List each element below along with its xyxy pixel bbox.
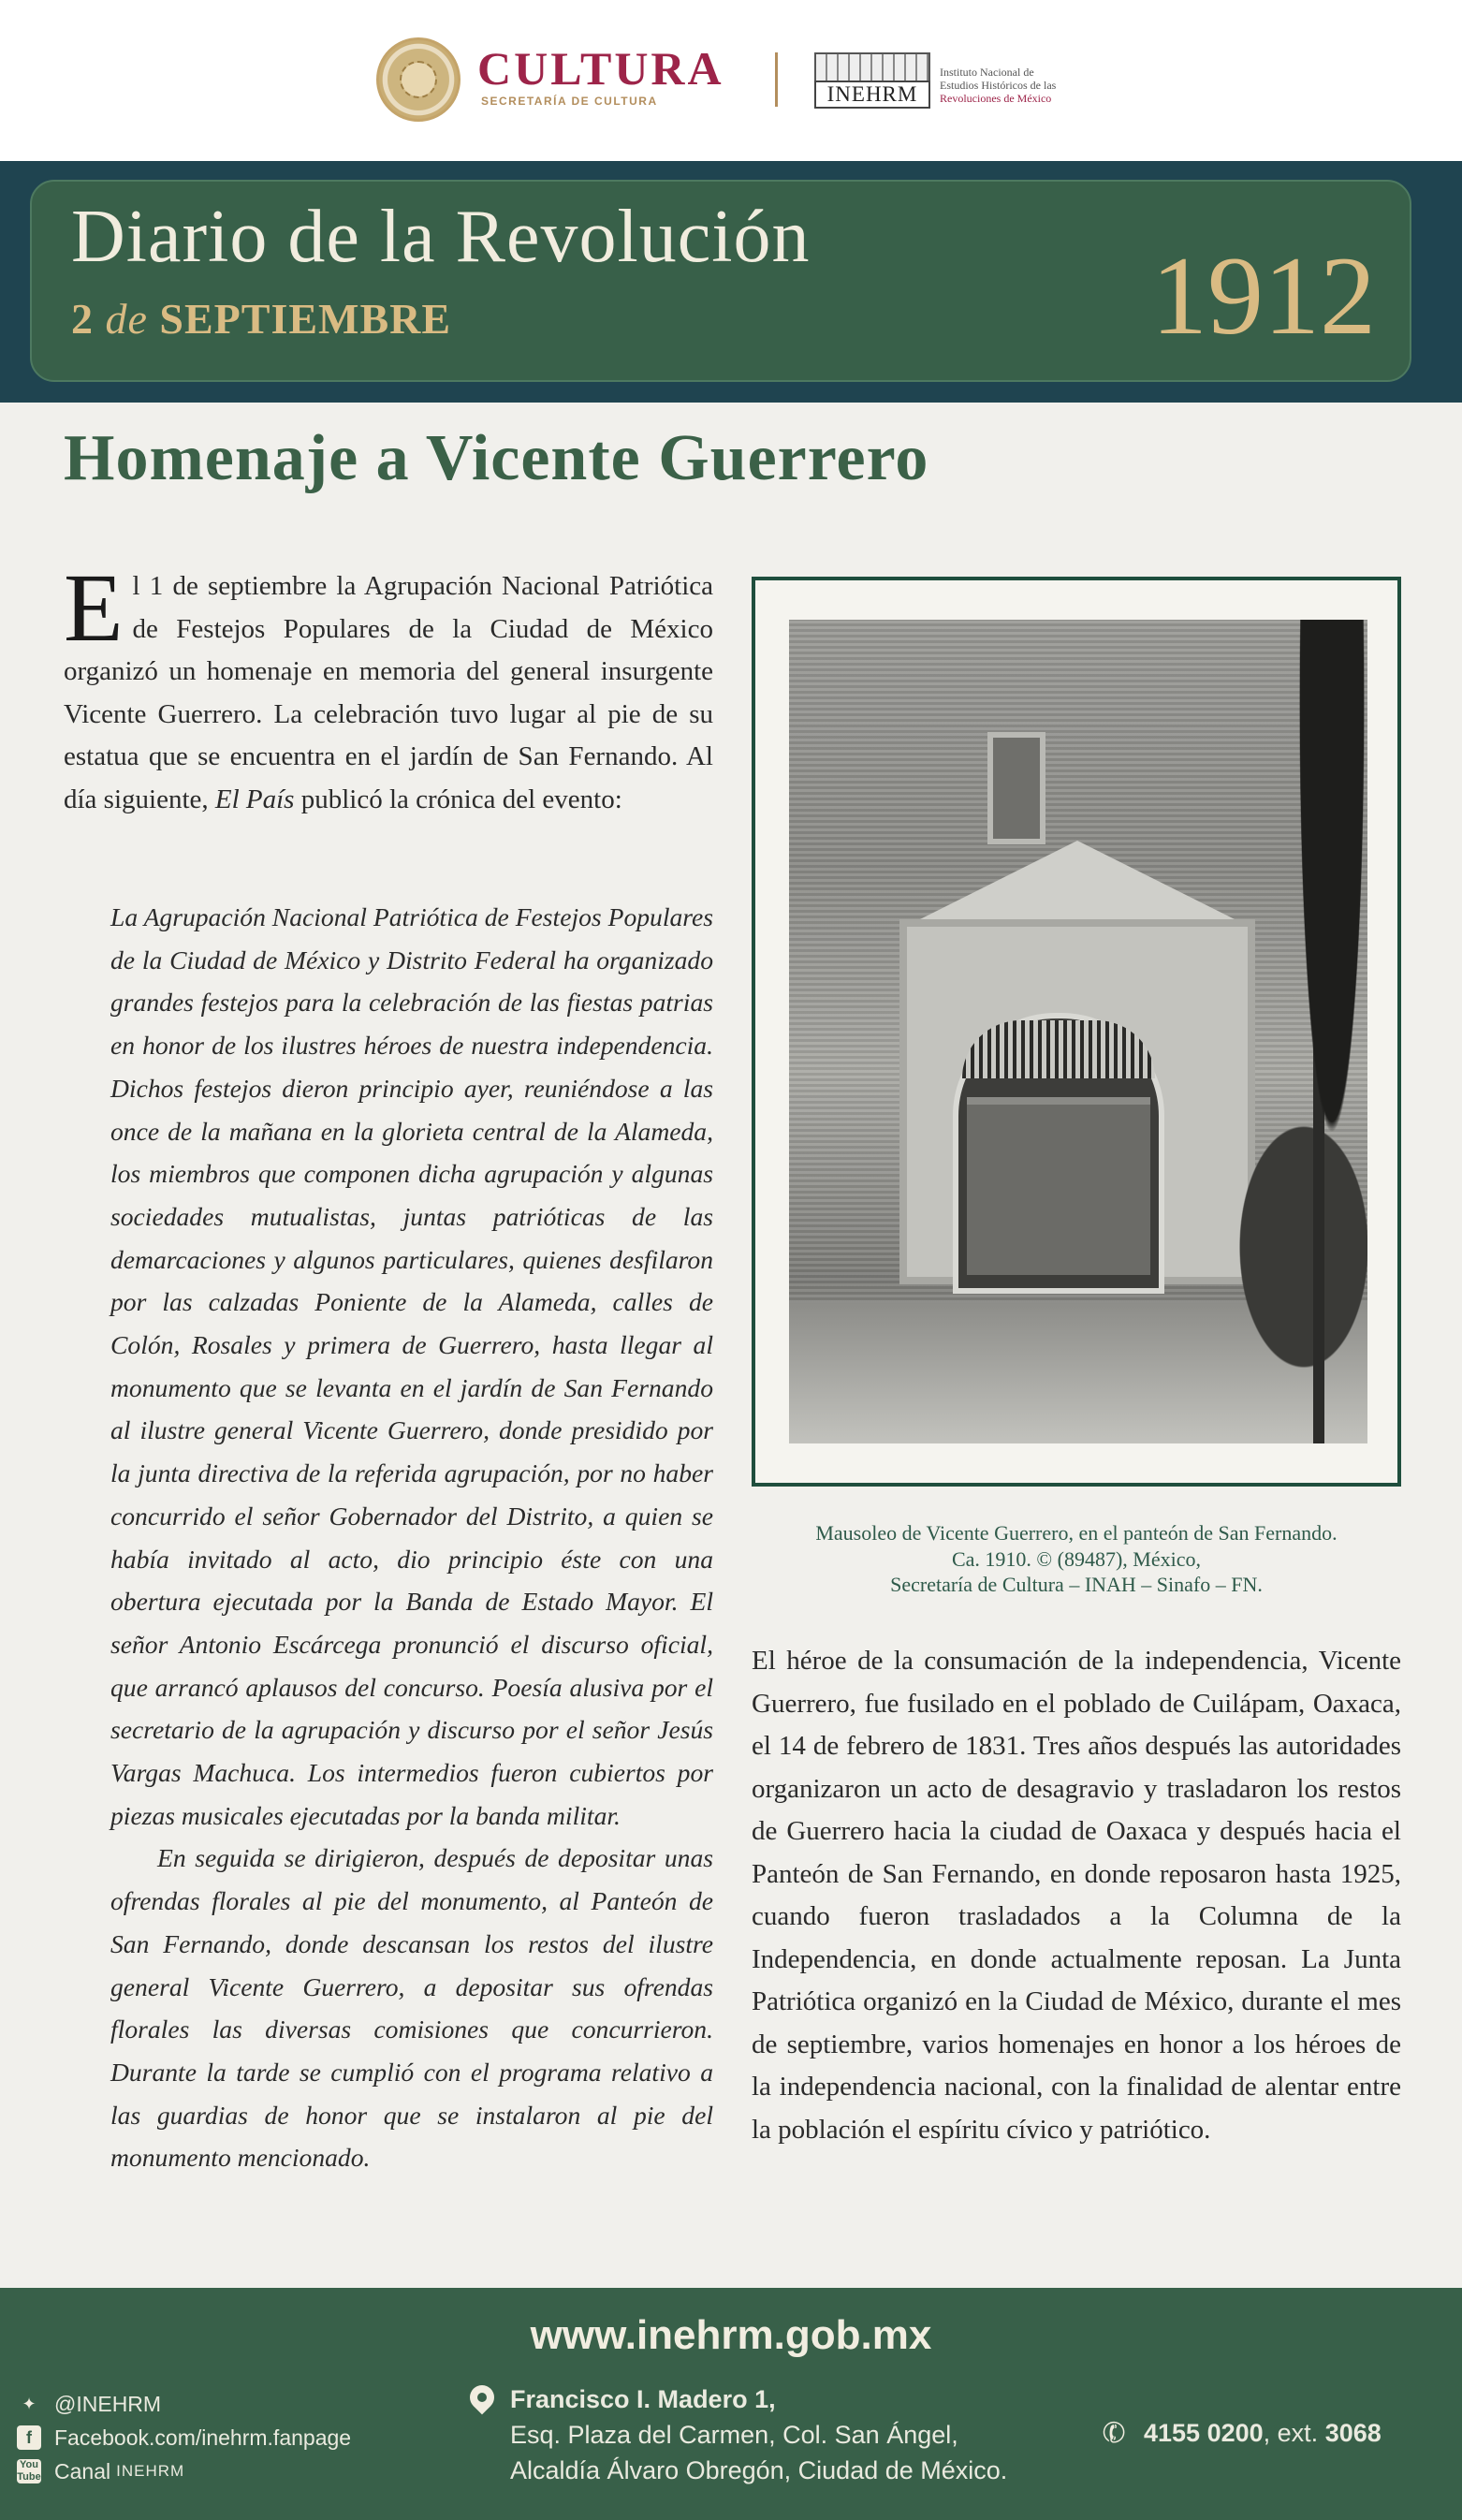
header-band [0, 161, 1462, 403]
header-plate [30, 180, 1411, 382]
social-links [17, 2387, 351, 2488]
inehrm-logo: INEHRM [814, 81, 930, 109]
twitter-link[interactable]: ✦ @INEHRM [17, 2387, 351, 2421]
inehrm-full-name: Instituto Nacional de Estudios Históricos de las Revoluciones de México [940, 66, 1057, 105]
newspaper-name: El País [214, 784, 295, 814]
logo-bar [0, 0, 1462, 161]
cultura-subtitle: SECRETARÍA DE CULTURA [481, 95, 658, 108]
banner-year: 1912 [1151, 233, 1376, 358]
facebook-icon: f [17, 2425, 41, 2450]
website-link[interactable]: www.inehrm.gob.mx [530, 2312, 932, 2358]
mausoleum-photo [789, 620, 1367, 1443]
photo-caption: Mausoleo de Vicente Guerrero, en el panteón de San Fernando. Ca. 1910. © (89487), México, Secretaría de Cultura – INAH – Sinafo – FN. [815, 1521, 1338, 1596]
cultura-logo: CULTURA [477, 42, 724, 95]
phone-number[interactable]: 4155 0200, ext. 3068 [1144, 2419, 1382, 2447]
phone-icon: ✆ [1098, 2414, 1132, 2453]
drop-cap: E [64, 554, 124, 662]
location-pin-icon [465, 2381, 500, 2415]
quote-paragraph-2: En seguida se dirigieron, después de depositar unas ofrendas florales al pie del monumento, al Panteón de San Fernando, donde descansan los restos del ilustre general Vicente Guerrero, a depositar sus ofrendas florales las diversas comisiones que concurrieron. Durante la tarde se cumplió con el programa relativo a las guardias de honor que se instalaron al pie del monumento mencionado. [110, 1843, 713, 2173]
article-intro: El 1 de septiembre la Agrupación Nacional Patriótica de Festejos Populares de la Ciudad de México organizó un homenaje en memoria del general insurgente Vicente Guerrero. La celebración tuvo lugar al pie de su estatua que se encuentra en el jardín de San Fernando. Al día siguiente, El País publicó la crónica del evento: [64, 554, 713, 814]
inehrm-building-icon [814, 52, 930, 82]
footer [0, 2288, 1462, 2520]
banner-title: Diario de la Revolución [71, 196, 811, 278]
banner-date: 2 de SEPTIEMBRE [71, 295, 452, 343]
quote-paragraph-1: La Agrupación Nacional Patriótica de Festejos Populares de la Ciudad de México y Distrito Federal ha organizado grandes festejos para la celebración de las fiestas patrias en honor de los ilustres héroes de nuestra independencia. Dichos festejos dieron principio ayer, reuniéndose a las once de la mañana en la glorieta central de la Alameda, los miembros que componen dicha agrupación y algunas sociedades mutualistas, juntas patrióticas de las demarcaciones y algunos particulares, quienes desfilaron por las calzadas Poniente de la Alameda, calles de Colón, Rosales y primera de Guerrero, hasta llegar al monumento que se levanta en el jardín de San Fernando al ilustre general Vicente Guerrero, donde presidido por la junta directiva de la referida agrupación, por no haber concurrido el señor Gobernador del Distrito, a quien se había invitado al acto, dio principio éste con una obertura ejecutada por la Banda de Estado Mayor. El señor Antonio Escárcega pronunció el discurso oficial, que arrancó aplausos del concurso. Poesía alusiva por el secretario de la agrupación y discurso por el señor Jesús Vargas Machuca. Los intermedios fueron cubiertos por piezas musicales ejecutadas por la banda militar. [110, 902, 713, 1830]
facebook-link[interactable]: f Facebook.com/inehrm.fanpage [17, 2421, 351, 2454]
photo-frame [752, 577, 1401, 1487]
mexico-seal-icon [376, 37, 461, 122]
logo-divider [775, 52, 778, 107]
article-title: Homenaje a Vicente Guerrero [64, 422, 929, 494]
article-closing: El héroe de la consumación de la independencia, Vicente Guerrero, fue fusilado en el poblado de Cuilápam, Oaxaca, el 14 de febrero de 1831. Tres años después las autoridades organizaron un acto de desagravio y trasladaron los restos de Guerrero hacia la ciudad de Oaxaca y después hacia el Panteón de San Fernando, en donde reposaron hasta 1925, cuando fueron trasladados a la Columna de la Independencia, en donde actualmente reposan. La Junta Patriótica organizó en la Ciudad de México, durante el mes de septiembre, varios homenajes en honor a los héroes de la independencia nacional, con la finalidad de alentar entre la población el espíritu cívico y patriótico. [752, 1646, 1401, 2145]
youtube-icon: You Tube [17, 2459, 41, 2483]
youtube-link[interactable]: You Tube Canal INEHRM [17, 2459, 185, 2483]
twitter-icon: ✦ [22, 2395, 37, 2413]
address: Francisco I. Madero 1, Esq. Plaza del Carmen, Col. San Ángel, Alcaldía Álvaro Obregón, Ciudad de México. [510, 2385, 1008, 2484]
article-quote [110, 896, 713, 2179]
